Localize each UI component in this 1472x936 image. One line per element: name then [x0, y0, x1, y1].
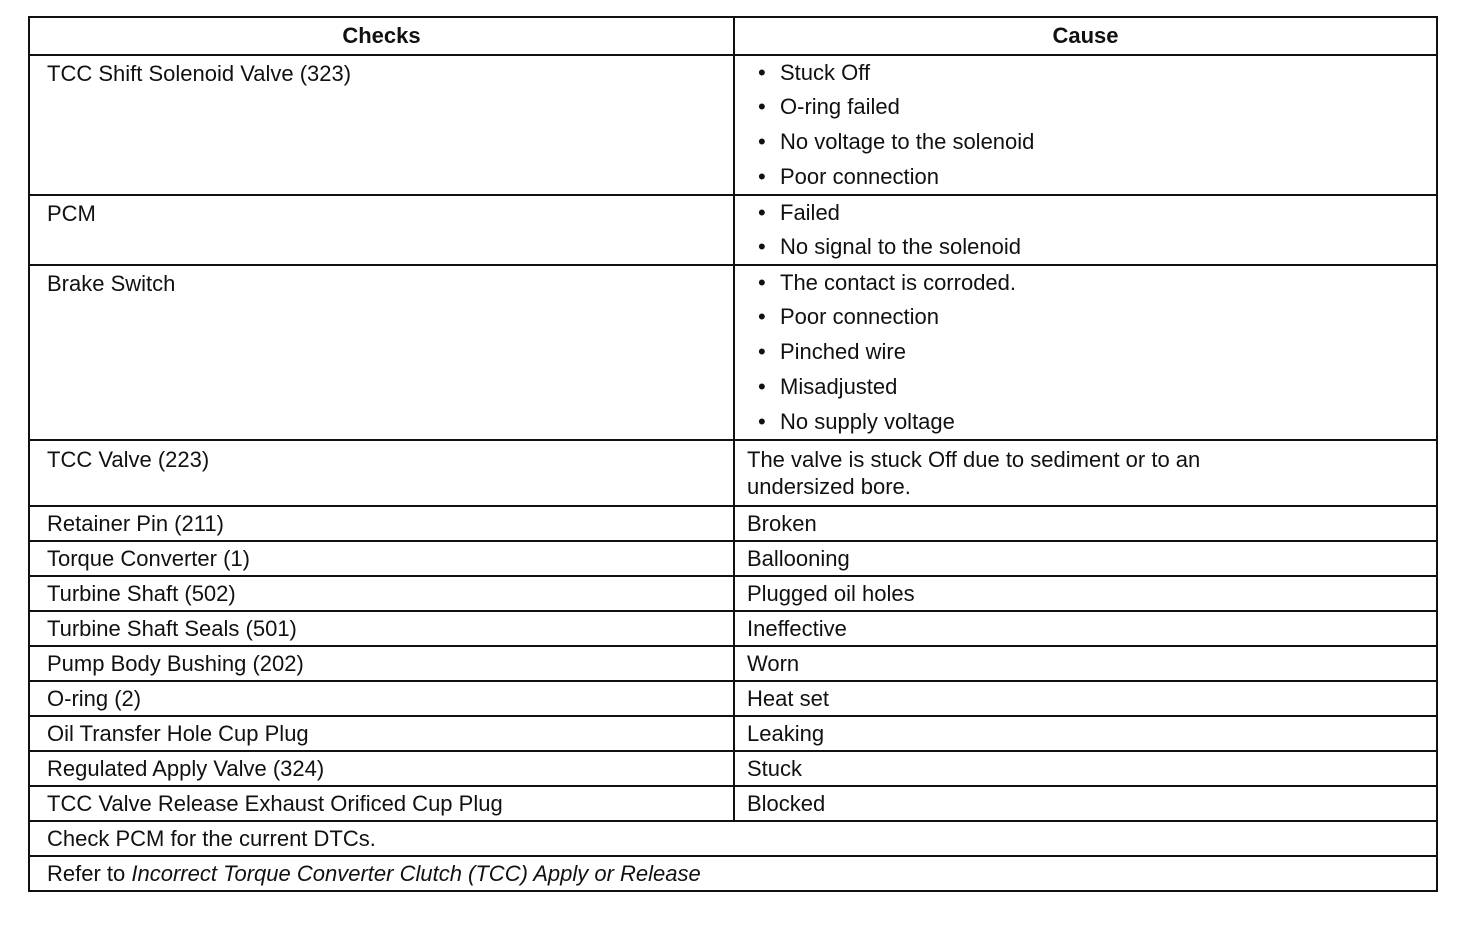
table-row [29, 55, 1437, 195]
check-text: PCM [47, 201, 96, 226]
list-item [758, 196, 1436, 229]
note-cell [29, 821, 1437, 856]
check-text: Torque Converter (1) [47, 546, 250, 571]
cause-text: No supply voltage [780, 409, 955, 434]
check-text: TCC Valve (223) [47, 447, 210, 472]
list-item [758, 56, 1436, 89]
table-row [29, 681, 1437, 716]
check-cell [29, 55, 734, 195]
check-cell [29, 541, 734, 576]
check-text: Turbine Shaft Seals (501) [47, 616, 297, 641]
table-row [29, 786, 1437, 821]
table-row [29, 541, 1437, 576]
check-text: Oil Transfer Hole Cup Plug [47, 721, 309, 746]
cause-list [735, 196, 1436, 264]
check-cell [29, 195, 734, 265]
check-cell [29, 576, 734, 611]
cause-cell [734, 265, 1437, 440]
cause-text: Failed [780, 200, 840, 225]
bullet-icon: • [758, 339, 766, 364]
check-cell [29, 265, 734, 440]
list-item [758, 266, 1436, 299]
check-text: TCC Valve Release Exhaust Orificed Cup Plug [47, 791, 503, 816]
table-row [29, 576, 1437, 611]
cause-text: Poor connection [780, 164, 939, 189]
check-text: O-ring (2) [47, 686, 142, 711]
table-row [29, 611, 1437, 646]
table-header-row [29, 17, 1437, 55]
bullet-icon: • [758, 234, 766, 259]
table-row [29, 646, 1437, 681]
bullet-icon: • [758, 270, 766, 295]
check-cell [29, 786, 734, 821]
bullet-icon: • [758, 164, 766, 189]
list-item [758, 334, 1436, 369]
check-cell [29, 611, 734, 646]
check-cell [29, 716, 734, 751]
check-text: Regulated Apply Valve (324) [47, 756, 325, 781]
cause-text: Stuck [747, 756, 803, 781]
check-cell [29, 506, 734, 541]
checks-cause-table [28, 16, 1438, 892]
bullet-icon: • [758, 304, 766, 329]
table-row [29, 751, 1437, 786]
cause-text: The contact is corroded. [780, 270, 1017, 295]
refer-cell [29, 856, 1437, 891]
check-text: Retainer Pin (211) [47, 511, 224, 536]
cause-cell [734, 646, 1437, 681]
header-checks: Checks [29, 17, 734, 55]
list-item [758, 369, 1436, 404]
cause-cell [734, 440, 1437, 506]
cause-cell [734, 576, 1437, 611]
cause-text: Plugged oil holes [747, 581, 915, 606]
refer-prefix: Refer to [47, 861, 132, 886]
check-cell [29, 751, 734, 786]
bullet-icon: • [758, 409, 766, 434]
refer-text [30, 857, 1436, 890]
cause-text: No signal to the solenoid [780, 234, 1021, 259]
check-cell [29, 440, 734, 506]
bullet-icon: • [758, 374, 766, 399]
cause-cell [734, 751, 1437, 786]
bullet-icon: • [758, 60, 766, 85]
check-text: Turbine Shaft (502) [47, 581, 236, 606]
cause-cell [734, 681, 1437, 716]
cause-cell [734, 55, 1437, 195]
cause-cell [734, 541, 1437, 576]
bullet-icon: • [758, 129, 766, 154]
bullet-icon: • [758, 94, 766, 119]
cause-text: Misadjusted [780, 374, 898, 399]
cause-cell [734, 716, 1437, 751]
cause-text: Poor connection [780, 304, 939, 329]
cause-text: The valve is stuck Off due to sediment or to an undersized bore. [747, 447, 1201, 499]
cause-text: Ineffective [747, 616, 847, 641]
cause-text: Stuck Off [780, 60, 871, 85]
cause-list [735, 56, 1436, 194]
list-item [758, 124, 1436, 159]
list-item [758, 229, 1436, 264]
list-item [758, 89, 1436, 124]
cause-text: Ballooning [747, 546, 850, 571]
table-row [29, 716, 1437, 751]
cause-text: Pinched wire [780, 339, 906, 364]
check-text: Pump Body Bushing (202) [47, 651, 304, 676]
cause-list [735, 266, 1436, 439]
cause-text: O-ring failed [780, 94, 900, 119]
check-text: Brake Switch [47, 271, 176, 296]
cause-text: Blocked [747, 791, 826, 816]
table-row [29, 265, 1437, 440]
diagnostic-table-document [28, 16, 1436, 892]
cause-cell [734, 611, 1437, 646]
table-row [29, 440, 1437, 506]
note-row [29, 821, 1437, 856]
check-cell [29, 681, 734, 716]
cause-text: Worn [747, 651, 800, 676]
table-row [29, 506, 1437, 541]
list-item [758, 159, 1436, 194]
cause-cell [734, 786, 1437, 821]
bullet-icon: • [758, 200, 766, 225]
refer-link-title: Incorrect Torque Converter Clutch (TCC) Apply or Release [131, 861, 701, 886]
cause-text: Heat set [747, 686, 829, 711]
list-item [758, 404, 1436, 439]
header-cause: Cause [734, 17, 1437, 55]
note-text: Check PCM for the current DTCs. [47, 826, 376, 851]
table-row [29, 195, 1437, 265]
list-item [758, 299, 1436, 334]
cause-text: No voltage to the solenoid [780, 129, 1035, 154]
cause-cell [734, 506, 1437, 541]
refer-row [29, 856, 1437, 891]
cause-text: Leaking [747, 721, 825, 746]
check-cell [29, 646, 734, 681]
cause-cell [734, 195, 1437, 265]
check-text: TCC Shift Solenoid Valve (323) [47, 61, 352, 86]
cause-text: Broken [747, 511, 817, 536]
